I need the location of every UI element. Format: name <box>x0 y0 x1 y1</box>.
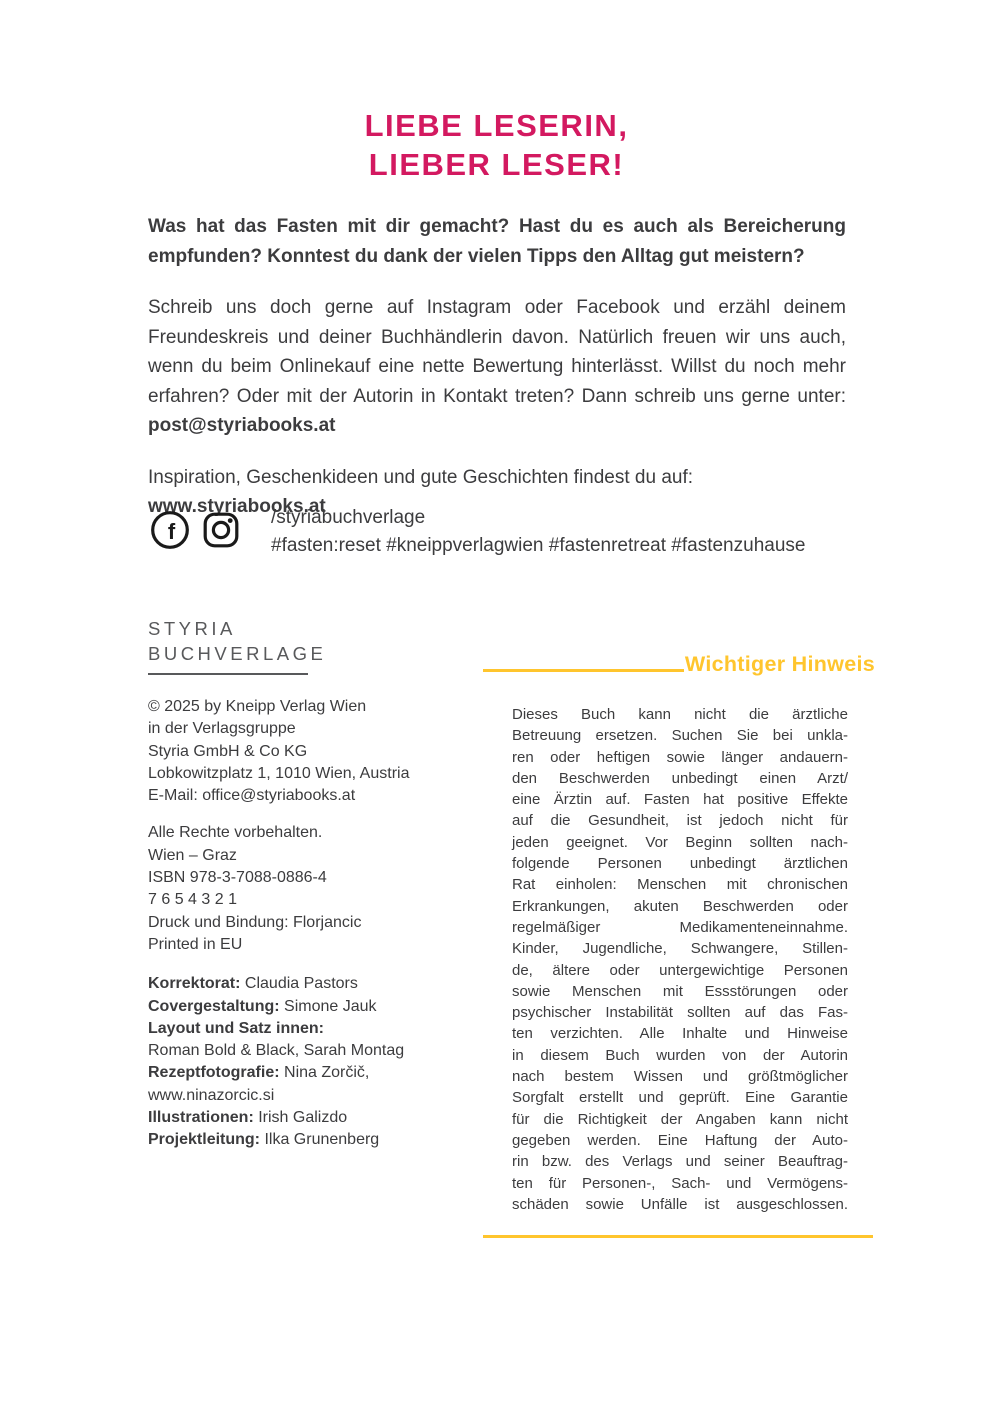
notice-line: ten verzichten. Alle Inhalte und Hinweise <box>512 1025 848 1043</box>
intro-section <box>148 212 846 522</box>
logo-line2: BUCHVERLAGE <box>148 643 327 664</box>
notice-line: für die Richtigkeit der Angaben kann nicht <box>512 1110 848 1128</box>
notice-line: den Beschwerden unbedingt einen Arzt/ <box>512 769 848 787</box>
credit-line <box>148 1085 488 1107</box>
imprint-line: Styria GmbH & Co KG <box>148 742 308 760</box>
credit-line <box>148 973 488 995</box>
notice-line: ren oder heftigen sowie länger andauern- <box>512 748 848 766</box>
notice-line: eine Ärztin auf. Fasten hat positive Effekte <box>512 791 848 809</box>
page-title-line2: LIEBER LESER! <box>368 147 625 182</box>
credit-person: Roman Bold & Black, Sarah Montag <box>148 1042 405 1060</box>
credit-line <box>148 996 488 1018</box>
imprint-list <box>148 696 488 807</box>
social-text <box>271 504 805 559</box>
rights-list <box>148 822 488 956</box>
notice-line: Sorgfalt erstellt und geprüft. Eine Garantie <box>512 1089 848 1107</box>
credit-person: Simone Jauk <box>279 997 377 1015</box>
intro-paragraph-text: Schreib uns doch gerne auf Instagram oder Facebook und erzähl deinem Freundeskreis und deiner Buchhändlerin davon. Natürlich freuen wir uns auch, wenn du beim Onlinekauf eine nette Bewertung hinterlässt. Willst du noch mehr erfahren? Oder mit der Autorin in Kontakt treten? Dann schreib uns gerne unter: <box>148 297 846 407</box>
credit-line <box>148 1107 488 1129</box>
credit-line <box>148 1040 488 1062</box>
rights-line: ISBN 978-3-7088-0886-4 <box>148 869 327 887</box>
logo-line1: STYRIA <box>148 618 236 639</box>
inspiration-line: Inspiration, Geschenkideen und gute Geschichten findest du auf: <box>148 466 694 488</box>
credit-role-label: Korrektorat: <box>148 975 241 993</box>
notice-line: regelmäßiger Medikamenteneinnahme. <box>512 918 848 936</box>
notice-line: ten für Personen-, Sach- und Vermögens- <box>512 1174 848 1192</box>
credit-person: www.ninazorcic.si <box>148 1086 275 1104</box>
page-title-line1: LIEBE LESERIN, <box>364 108 629 143</box>
rights-line: 7 6 5 4 3 2 1 <box>148 891 237 909</box>
notice-line: Dieses Buch kann nicht die ärztliche <box>512 706 848 723</box>
notice-line: auf die Gesundheit, ist jedoch nicht für <box>512 812 848 830</box>
notice-rule-left <box>483 669 684 672</box>
notice-line: schäden sowie Unfälle ist ausgeschlossen. <box>512 1195 848 1213</box>
social-icons <box>150 510 241 550</box>
credit-line <box>148 1062 488 1084</box>
notice-line: psychischer Instabilität sollten auf das Fas- <box>512 1004 848 1022</box>
rights-line: Alle Rechte vorbehalten. <box>148 824 323 842</box>
notice-line: rin bzw. des Verlags und seiner Beauftrag- <box>512 1153 848 1171</box>
credit-role-label: Layout und Satz innen: <box>148 1019 324 1037</box>
credit-role-label: Covergestaltung: <box>148 997 280 1015</box>
svg-text:f: f <box>167 519 176 544</box>
facebook-icon <box>150 510 190 550</box>
contact-email: post@styriabooks.at <box>148 415 336 436</box>
imprint-column <box>148 696 488 1152</box>
credit-person: Irish Galizdo <box>253 1109 348 1127</box>
imprint-line: © 2025 by Kneipp Verlag Wien <box>148 698 367 715</box>
social-media-row <box>150 504 805 559</box>
notice-line: in diesem Buch wurden von der Autorin <box>512 1046 848 1064</box>
notice-title: Wichtiger Hinweis <box>684 652 875 676</box>
rights-line: Druck und Bindung: Florjancic <box>148 913 362 931</box>
notice-line: folgende Personen unbedingt ärztlichen <box>512 855 848 873</box>
publisher-website: www.styriabooks.at <box>148 496 326 517</box>
notice-line: jeden geeignet. Vor Beginn sollten nach- <box>512 833 848 851</box>
imprint-line: Lobkowitzplatz 1, 1010 Wien, Austria <box>148 764 410 782</box>
notice-line: nach bestem Wissen und größtmöglicher <box>512 1068 848 1086</box>
notice-line: de, ältere oder untergewichtige Personen <box>512 961 848 979</box>
notice-line: gegeben werden. Eine Haftung der Auto- <box>512 1131 848 1149</box>
notice-rule-bottom <box>483 1235 873 1238</box>
credit-person: Nina Zorčič, <box>279 1064 370 1082</box>
notice-line: Betreuung ersetzen. Suchen Sie bei unkla- <box>512 727 848 745</box>
publisher-logo <box>148 616 326 675</box>
credit-line <box>148 1018 488 1040</box>
imprint-line: E-Mail: office@styriabooks.at <box>148 787 356 805</box>
notice-line: Kinder, Jugendliche, Schwangere, Stillen- <box>512 940 848 958</box>
credit-person: Claudia Pastors <box>240 975 358 993</box>
logo-underline <box>148 673 308 675</box>
social-hashtags: #fasten:reset #kneippverlagwien #fastenretreat #fastenzuhause <box>271 534 806 556</box>
imprint-line: in der Verlagsgruppe <box>148 720 296 738</box>
notice-line: Erkrankungen, akuten Beschwerden oder <box>512 897 848 915</box>
notice-header <box>483 652 875 677</box>
credit-role-label: Rezeptfotografie: <box>148 1064 280 1082</box>
instagram-icon <box>201 510 241 550</box>
notice-body <box>512 704 848 1215</box>
credit-line <box>148 1129 488 1151</box>
credit-role-label: Projektleitung: <box>148 1131 261 1149</box>
social-handle: /styriabuchverlage <box>271 507 426 528</box>
credit-role-label: Illustrationen: <box>148 1109 254 1127</box>
rights-line: Printed in EU <box>148 935 243 953</box>
intro-lead-paragraph: Was hat das Fasten mit dir gemacht? Hast du es auch als Bereicherung empfunden? Konntest du dank der vielen Tipps den Alltag gut meistern? <box>148 216 846 267</box>
notice-line: Rat einholen: Menschen mit chronischen <box>512 876 848 894</box>
page-title <box>0 106 993 184</box>
intro-paragraph <box>148 293 846 441</box>
rights-line: Wien – Graz <box>148 846 237 864</box>
notice-line: sowie Menschen mit Essstörungen oder <box>512 982 848 1000</box>
credits-list <box>148 973 488 1151</box>
credit-person: Ilka Grunenberg <box>260 1131 380 1149</box>
